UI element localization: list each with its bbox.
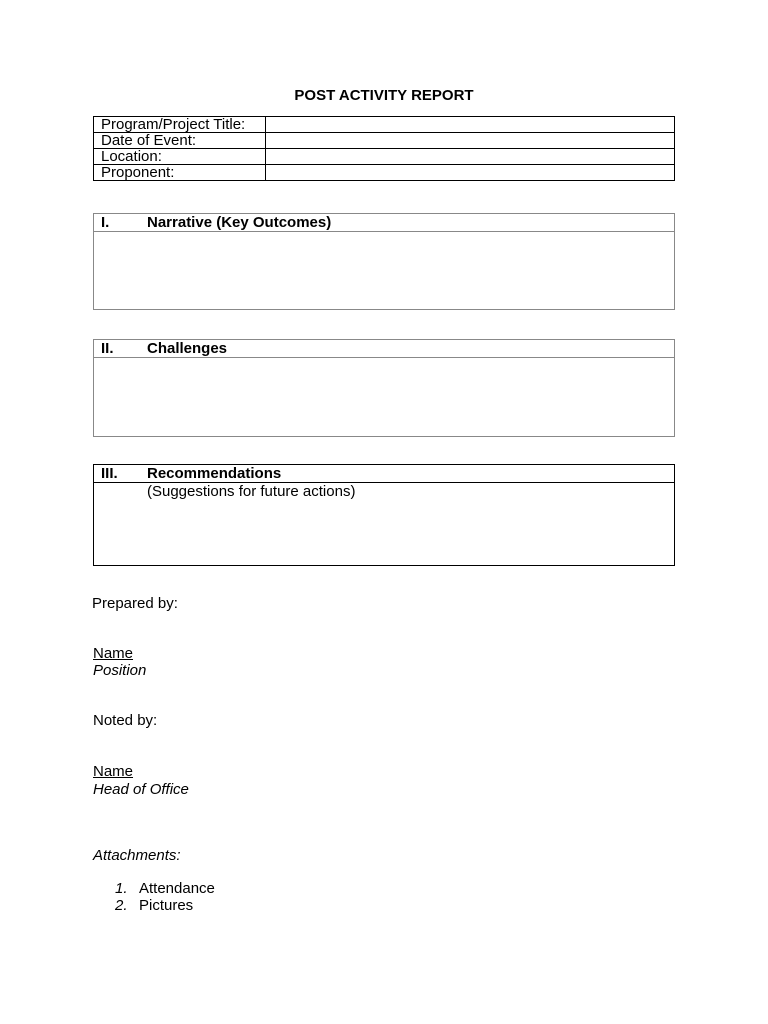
section-title: Recommendations bbox=[147, 465, 282, 482]
section-body-field[interactable] bbox=[94, 358, 674, 436]
info-row-location bbox=[94, 149, 675, 165]
info-value-field[interactable] bbox=[266, 165, 675, 181]
section-header bbox=[94, 214, 674, 232]
attachment-number: 2. bbox=[115, 897, 128, 914]
section-title: Narrative (Key Outcomes) bbox=[147, 214, 332, 231]
section-header bbox=[94, 465, 674, 483]
section-title: Challenges bbox=[147, 340, 228, 357]
section-body-field[interactable] bbox=[94, 232, 674, 309]
section-challenges bbox=[93, 339, 675, 437]
section-recommendations bbox=[93, 464, 675, 566]
info-label: Date of Event: bbox=[94, 133, 266, 149]
section-number: III. bbox=[101, 465, 118, 482]
info-label: Program/Project Title: bbox=[94, 117, 266, 133]
section-number: II. bbox=[101, 340, 114, 357]
info-label: Location: bbox=[94, 149, 266, 165]
section-narrative bbox=[93, 213, 675, 310]
attachments-label: Attachments: bbox=[93, 847, 181, 864]
attachment-number: 1. bbox=[115, 880, 128, 897]
info-label: Proponent: bbox=[94, 165, 266, 181]
prepared-by-position: Position bbox=[93, 662, 147, 679]
section-body-field[interactable] bbox=[94, 483, 674, 565]
section-header bbox=[94, 340, 674, 358]
attachment-text: Pictures bbox=[139, 897, 194, 914]
section-note: (Suggestions for future actions) bbox=[147, 483, 356, 500]
info-value-field[interactable] bbox=[266, 149, 675, 165]
prepared-by-label: Prepared by: bbox=[92, 595, 178, 612]
prepared-by-name: Name bbox=[93, 645, 134, 662]
info-row-program bbox=[94, 117, 675, 133]
attachment-text: Attendance bbox=[139, 880, 215, 897]
info-table bbox=[93, 116, 675, 181]
attachment-item bbox=[115, 897, 193, 914]
noted-by-position: Head of Office bbox=[93, 781, 189, 798]
page-title: POST ACTIVITY REPORT bbox=[294, 87, 474, 104]
info-value-field[interactable] bbox=[266, 133, 675, 149]
noted-by-name: Name bbox=[93, 763, 134, 780]
attachment-item bbox=[115, 880, 215, 897]
info-row-proponent bbox=[94, 165, 675, 181]
info-value-field[interactable] bbox=[266, 117, 675, 133]
noted-by-label: Noted by: bbox=[93, 712, 158, 729]
info-row-date bbox=[94, 133, 675, 149]
section-number: I. bbox=[101, 214, 110, 231]
